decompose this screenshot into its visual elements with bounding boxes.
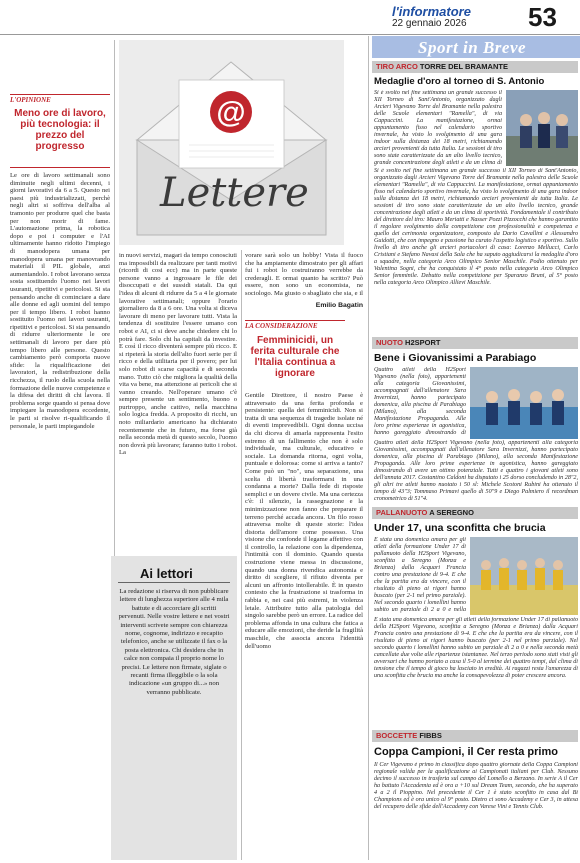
section-bar-archery [372, 61, 578, 73]
letter-signature: Emilio Bagatin [315, 302, 363, 309]
swimming-article-body: Quattro atleti della H2Sport Vigevano (nella foto), appartenenti alla categoria Giovanissimi, accompagnati dall'allenatore Sara Invernizzi, hanno partecipato domenica, alla piscina di Parabiago (Milano), alla seconda Manifestazione Propaganda. Alle loro prime esperienze in agonistica, hanno gareggiato dimostrando di avere un ottimo potenziale. Tutti e quattro i giovani atleti sono dell'annata 2017. Costantino Caldoni ha disputato i 25 dorso concludendo in 28"2, gli altri tre atleti hanno nuotato i 50 sl: Michele Scotoni Rubini ha ottenuto il tempo di 43"3; Tommaso Primavi quello di 50"9 e Diego Palmiero il recordman cronometrico di 51"4. [374, 440, 578, 502]
consideration-body-part1: Gentile Direttore, il nostro Paese è attraversato da una ferita profonda e persistente: quella dei femminicidi. Non si tratta di una sequenza di tragedie isolate né di eventi imprevedibili. Ogni donna uccisa da chi diceva di amarla rappresenta l'esito estremo di un fallimento che non è solo individuale, ma culturale, educativo e sociale. La domanda ritorna, ogni volta, puntuale e dolorosa: come si arriva a tanto? Come può un "no", una separazione, una scelta di libertà trasformarsi in una condanna a morte? Dalla fede di risposte semplici e un dovere civile. Ma una certezza c'è: il silenzio, la rassegnazione e la minimizzazione non fanno che preparare il terreno perché accada ancora. Un filo rosso attraversa molte di queste storie: l'idea distorta dell'amore come possesso. Una visione che confonde il legame affettivo con il controllo, la relazione con la dipendenza, l'intimità con il dominio. Quando questa costruzione viene messa in discussione, quando una donna rivendica autonomia e diritto di scegliere, il rifiuto diventa per alcuni un affronto intollerabile. È in questo contesto che la frustrazione si trasforma in rabbia e, nei casi più estremi, in violenza letale. Attribuire tutto alla patologia del singolo sarebbe però un errore. La radice del problema affonda in una cultura che fatica a educare alle emozioni, che deride la fragilità maschile, che associa ancora l'identità dell'uomo [245, 392, 363, 650]
readers-notice-body: La redazione si riserva di non pubblicare lettere di lunghezza superiore alle 4 mila battute e di accorciare gli scritti pervenuti. Nelle vostre lettere e nei vostri interventi scrivete sempre con chiarezza nome, cognome, indirizzo e recapito telefonico, anche se utilizzate il fax o la posta elettronica. Chi desidera che in calce non compaia il proprio nome lo precisi. Le lettere non firmate, siglate o recanti firma illeggibile o la sola indicazione «un gruppo di...» non verranno pubblicate. [118, 588, 230, 696]
opinion-title: Meno ore di lavoro, più tecnologia: il prezzo del progresso [14, 108, 106, 152]
section-tag-archery: TIRO ARCO [376, 62, 418, 71]
section-tag-boccette: BOCCETTE [376, 731, 418, 740]
readers-notice-title: Ai lettori [140, 566, 193, 581]
opinion-label: L'OPINIONE [10, 94, 110, 104]
section-bar-swimming [372, 337, 578, 349]
column-divider [368, 36, 369, 860]
waterpolo-article-body: È stata una domenica amara per gli atleti della formazione Under 17 di pallanuoto della H2Sport Vigevano, sconfitta a Seregno (Monza e Brianza) dalla Acquari Francia contro una prestazione di 9-4. E che che la partita era da vincere, con il risultato di pieno ai rigori hanno buscato (per 2-1 nel primo parziale). Nel secondo quarto i lomellini hanno subito un parziale di 2 a 0 e nella seconda metà cancellate due volte alle ripartenze istantanee. Nel terzo periodo sono stati visti gli avversari che hanno portato a casa il 5-0 al termine dei quattro tempi, dal clima di tensione che il tempo di gioco ha lasciato in eredità. Ai ragazzi resta l'amarezza di una sconfitta che brucia ma anche la consapevolezza di poter crescere ancora. [374, 617, 578, 679]
section-subtitle-waterpolo: A SEREGNO [429, 508, 474, 517]
section-tag-swimming: NUOTO [376, 338, 403, 347]
waterpolo-article-title: Under 17, una sconfitta che brucia [374, 522, 546, 534]
archery-photo [506, 90, 578, 166]
section-bar-waterpolo [372, 507, 578, 519]
section-subtitle-swimming: H2SPORT [405, 338, 441, 347]
boccette-article-body: Il Cer Vigevano è primo in classifica dopo quattro giornate della Coppa Campioni regionale valida per la qualificazione ai Campionati italiani per Club. Nessuno decimo il successo in trasferta sul campo del Lomello a Berzano. In serie A il Cer ha battuto l'Accademia ed è ora a +10 sul Dream Team, secondo, che ha superato 4 a 2 il Pioppino. Nel precedente il Cer 1 è stato sconfitto in casa dal Bi Champions ed è ora unico al 9° posto. Dietro ci sono Accademy e Cer 3, in attesa del recupero delle sfide dell'Accademy con Varese Vini e Tennis Club. [374, 762, 578, 810]
archery-article-body: Si è svolto nel fine settimana un grande successo il XII Torneo di Sant'Antonio, organizzato dagli Arcieri Vigevano Torre del Bramante nella palestra delle Scuole elementari "Ramella", di via Cappuccini. La manifestazione, ormai appuntamento fisso nel calendario sportivo invernale, ha visto lo svolgimento di una gara indoor sulla distanza dei 18 metri, richiamando arcieri provenienti da tutta Italia. Le sessioni di tiro sono state caratterizzate da un alto livello tecnico, grande concentrazione degli atleti e da un clima di sportività. Fondamentale il contributo del direttore del tiro: Mauro Meriatti e Nasser Pozzi Pizzocchi che hanno garantito il regolare svolgimento della competizione con professionalità e competenza e quello dei cerimonia organizzatore, composto da Dario Cavallini e Alessandro Guidotti, che con impegno e passione ha curato l'aspetto logistico e sportivo. Sullo livello di tiro anche gli arcieri portacolori di casa: Lorenzo Mellucci, Carlo Cristiani e Stefano Navasi della Sala che ha saputo aggiudicarsi la medaglia d'oro a squadre, nella categoria Arco Olimpico Senior Maschile. Podio ottenuto per Valentina Sogni, che ha conquistato il 4° posto nella categoria Arco Olimpico Senior femminile. Debutto nella competizione per Sparanzo Bruni, al 5° posto nella categoria Arco Olimpico Allievi Maschile. [374, 168, 578, 286]
swimming-article-title: Bene i Giovanissimi a Parabiago [374, 352, 537, 364]
swimming-photo [470, 367, 578, 439]
publication-name: l'informatore [392, 4, 471, 19]
column-divider [241, 250, 242, 860]
opinion-body: Le ore di lavoro settimanali sono diminuite negli ultimi decenni, i giorni lavorativi da 6 a 5. Questo nei paesi più industrializzati, perchè negli altri si soffriva dell'alba al tramonto per produrre quel che basta per non morir di fame. L'automazione prima, la robotica dopo e poi i computer e l'AI ultimamente hanno ridotto l'impiego di manodopera umana per manodopera umana per manovrando materiali il PIL globale, anzi aumentandolo. I robot lavorano senza sosta sostituendo l'uomo nei lavori usuranti, ripetitivi e pericolosi. Si sta pensando anche di cominciare a dare alle donne ed agli uomini del tempo per il tempo libero. I robot hanno sostituito l'uomo nei lavori usuranti, ripetitivi e pericolosi. Si sta pensando di ridurre ulteriormente le ore settimanali di lavoro per dare più tempo libero alle persone. Questo cambiamento però comporta nuove sfide: la riqualificazione dei lavoratori, la redistribuzione della ricchezza, il ruolo della scuola nella formazione delle nuove competenze e la difesa dei diritti di chi lavora. Il problema sorge quando si pensa dove impiegare la manodopera eccedente, le parti si risolve ri-qualificando il personale, le parti impiegandole [10, 172, 110, 430]
issue-date: 22 gennaio 2026 [392, 18, 467, 29]
sport-banner-title: Sport in Breve [418, 38, 527, 57]
archery-article-title: Medaglie d'oro al torneo di S. Antonio [374, 76, 545, 87]
readers-notice-rule [118, 582, 230, 583]
page-number: 53 [528, 2, 557, 32]
swimming-article-body-top: Quattro atleti della H2Sport Vigevano (nella foto), appartenenti alla categoria Giovanissimi, accompagnati dall'allenatore Sara Invernizzi, hanno partecipato domenica, alla piscina di Parabiago (Milano), alla seconda Manifestazione Propaganda. Alle loro prime esperienze in agonistica, hanno gareggiato dimostrando di [374, 367, 466, 436]
boccette-article-title: Coppa Campioni, il Cer resta primo [374, 746, 558, 758]
opinion-title-rule [10, 167, 110, 168]
consideration-label: LA CONSIDERAZIONE [245, 320, 345, 330]
waterpolo-photo [470, 537, 578, 615]
waterpolo-article-body-top: È stata una domenica amara per gli atleti della formazione Under 17 di pallanuoto della H2Sport Vigevano, sconfitta a Seregno (Monza e Brianza) dalla Acquari Francia contro una prestazione di 9-4. E che che la partita era da vincere, con il risultato di pieno ai rigori hanno buscato (per 2-1 nel primo parziale). Nel secondo quarto i lomellini hanno subito un parziale di 2 a 0 e nella [374, 537, 466, 613]
archery-article-body-top: Si è svolto nel fine settimana un grande successo il XII Torneo di Sant'Antonio, organizzato dagli Arcieri Vigevano Torre del Bramante nella palestra delle Scuole elementari "Ramella", di via Cappuccini. La manifestazione, ormai appuntamento fisso nel calendario sportivo invernale, ha visto lo svolgimento di una gara indoor sulla distanza dei 18 metri, richiamando arcieri provenienti da tutta Italia. Le sessioni di tiro sono state caratterizzate da un alto livello tecnico, grande concentrazione degli atleti e da un clima di [374, 90, 502, 166]
section-subtitle-archery: TORRE DEL BRAMANTE [419, 62, 508, 71]
section-subtitle-boccette: FIBBS [419, 731, 442, 740]
letter-body-part1: in nuovi servizi, magari da tempo conosciuti ma impossibili da realizzare per tanti motivi (ricordi di cosi ecc) ma in parte queste persone vanno a ingrossare le file dei disoccupati e dei sussidi statali. Da qui l'idea di alcuni di ridurre da 5 a 4 le giornate lavorative settimanali; oppure l'orario giornaliero da 8 a 6 ore. Una volta si diceva lavorare di meno per lavorare tutti. Vista la tendenza di sostituire l'essere umano con robot e AI, ci si deve anche chiedere chi lo potrà fare. Solo chi ha capitali da investire. E così il ricco diventerà sempre più ricco. E si ripeterà la storia dell'alto fuori serie per il ricco e della utilitaria per il povero; per lui solo robot di scarse capacità e di seconda mano. Tutto ciò che migliora la qualità della vita va bene, ma attenzione ai pericoli che si vanno creando. Nell'operare umano c'è sempre presente un sentimento, buono o purtroppo, anche cattivo, nella macchina solo logica fredda. A proposito di ricchi, un noto miliardario americano ha dichiarato recentemente che in futuro, ma forse già nella seconda metà di questo secolo, l'uomo non dovrà più lavorare; faranno tutto i robot. La [119, 252, 237, 457]
section-tag-waterpolo: PALLANUOTO [376, 508, 428, 517]
letters-heading: Lettere [160, 170, 309, 216]
letter-body-part2: vorare sarà solo un hobby! Vista il fuoco che ha ampiamente dimostrato per gli affari fui i robot lo costruiranno verrebbe da crederagli. E ormai quanto ha scritto? Può essere, non sono un economista, ne sociologo. Ma giusto o sbagliato che sia, e il [245, 252, 363, 297]
consideration-title: Femminicidi, un ferita culturale che l'Italia continua a ignorare [250, 335, 340, 379]
section-bar-boccette [372, 730, 578, 742]
header-rule [0, 34, 580, 35]
svg-text:@: @ [216, 96, 246, 129]
